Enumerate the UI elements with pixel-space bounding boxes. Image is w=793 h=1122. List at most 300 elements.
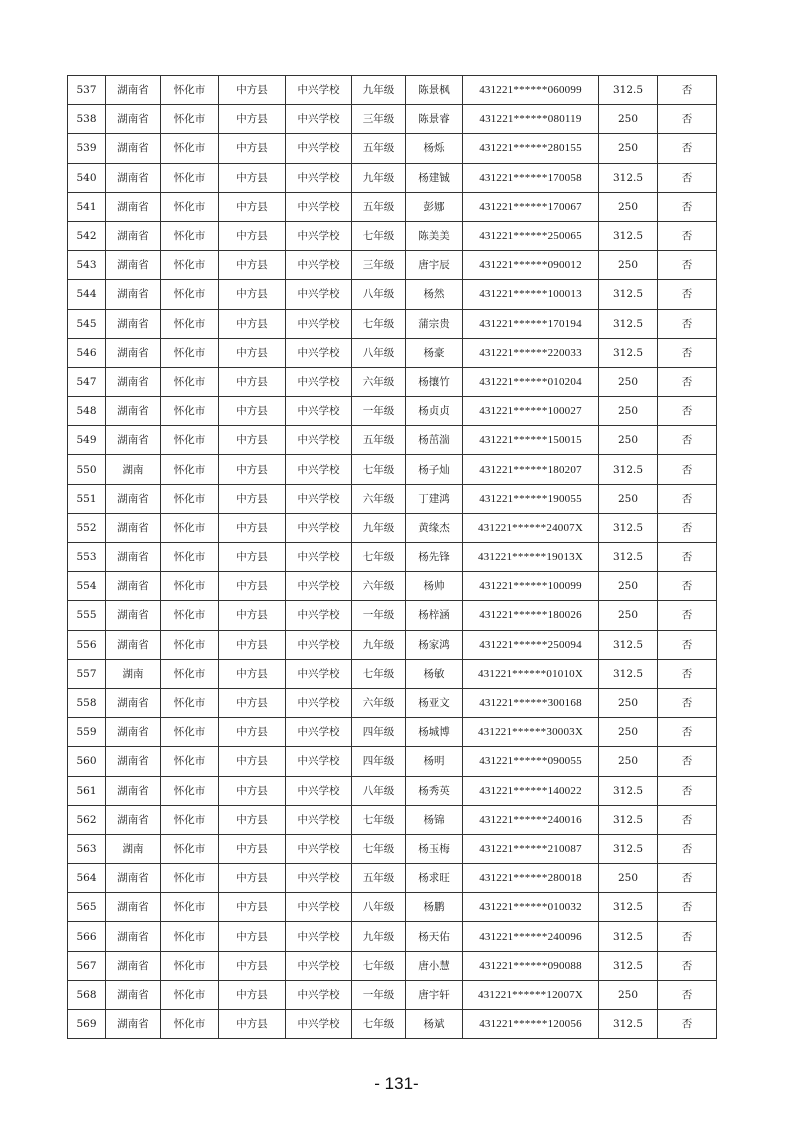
cell-name: 杨烁: [406, 134, 463, 163]
cell-grade: 九年级: [352, 513, 406, 542]
cell-city: 怀化市: [161, 864, 219, 893]
cell-name: 蒲宗贵: [406, 309, 463, 338]
cell-name: 杨豪: [406, 338, 463, 367]
cell-province: 湖南省: [106, 280, 161, 309]
table-row: [68, 834, 717, 863]
cell-id-number: 431221******250065: [463, 221, 599, 250]
cell-id-number: 431221******280155: [463, 134, 599, 163]
cell-name: 唐宇轩: [406, 980, 463, 1009]
cell-city: 怀化市: [161, 426, 219, 455]
cell-city: 怀化市: [161, 543, 219, 572]
cell-province: 湖南省: [106, 922, 161, 951]
cell-id-number: 431221******010032: [463, 893, 599, 922]
cell-school: 中兴学校: [286, 718, 352, 747]
cell-name: 陈景睿: [406, 105, 463, 134]
cell-school: 中兴学校: [286, 659, 352, 688]
cell-county: 中方县: [219, 134, 286, 163]
cell-school: 中兴学校: [286, 426, 352, 455]
cell-city: 怀化市: [161, 309, 219, 338]
cell-index: 555: [68, 601, 106, 630]
cell-index: 545: [68, 309, 106, 338]
cell-index: 560: [68, 747, 106, 776]
cell-name: 杨斌: [406, 1010, 463, 1039]
cell-city: 怀化市: [161, 251, 219, 280]
cell-province: 湖南省: [106, 134, 161, 163]
cell-id-number: 431221******150015: [463, 426, 599, 455]
table-row: [68, 688, 717, 717]
table-row: [68, 893, 717, 922]
cell-province: 湖南省: [106, 309, 161, 338]
cell-province: 湖南省: [106, 221, 161, 250]
cell-index: 548: [68, 397, 106, 426]
cell-index: 563: [68, 834, 106, 863]
table-row: [68, 980, 717, 1009]
cell-school: 中兴学校: [286, 367, 352, 396]
cell-index: 543: [68, 251, 106, 280]
cell-school: 中兴学校: [286, 543, 352, 572]
cell-grade: 七年级: [352, 309, 406, 338]
table-row: [68, 601, 717, 630]
cell-city: 怀化市: [161, 805, 219, 834]
cell-grade: 六年级: [352, 367, 406, 396]
cell-index: 559: [68, 718, 106, 747]
cell-flag: 否: [658, 163, 717, 192]
cell-flag: 否: [658, 397, 717, 426]
cell-flag: 否: [658, 367, 717, 396]
cell-flag: 否: [658, 747, 717, 776]
cell-province: 湖南省: [106, 338, 161, 367]
cell-province: 湖南省: [106, 980, 161, 1009]
cell-id-number: 431221******190055: [463, 484, 599, 513]
cell-amount: 312.5: [599, 163, 658, 192]
cell-county: 中方县: [219, 951, 286, 980]
cell-city: 怀化市: [161, 280, 219, 309]
cell-county: 中方县: [219, 221, 286, 250]
cell-grade: 七年级: [352, 1010, 406, 1039]
cell-amount: 312.5: [599, 893, 658, 922]
table-body: [68, 76, 717, 1039]
cell-school: 中兴学校: [286, 688, 352, 717]
cell-grade: 六年级: [352, 572, 406, 601]
table-row: [68, 76, 717, 105]
cell-index: 554: [68, 572, 106, 601]
cell-province: 湖南省: [106, 864, 161, 893]
cell-name: 杨玉梅: [406, 834, 463, 863]
cell-index: 538: [68, 105, 106, 134]
cell-id-number: 431221******100099: [463, 572, 599, 601]
cell-province: 湖南省: [106, 951, 161, 980]
cell-amount: 250: [599, 572, 658, 601]
cell-county: 中方县: [219, 572, 286, 601]
cell-flag: 否: [658, 309, 717, 338]
cell-index: 539: [68, 134, 106, 163]
cell-id-number: 431221******24007X: [463, 513, 599, 542]
cell-county: 中方县: [219, 980, 286, 1009]
cell-grade: 九年级: [352, 922, 406, 951]
cell-flag: 否: [658, 1010, 717, 1039]
cell-name: 杨子灿: [406, 455, 463, 484]
cell-city: 怀化市: [161, 630, 219, 659]
cell-county: 中方县: [219, 1010, 286, 1039]
cell-flag: 否: [658, 105, 717, 134]
cell-flag: 否: [658, 864, 717, 893]
cell-county: 中方县: [219, 192, 286, 221]
cell-flag: 否: [658, 221, 717, 250]
cell-city: 怀化市: [161, 922, 219, 951]
cell-grade: 五年级: [352, 864, 406, 893]
table-row: [68, 163, 717, 192]
cell-city: 怀化市: [161, 659, 219, 688]
cell-amount: 312.5: [599, 776, 658, 805]
cell-flag: 否: [658, 455, 717, 484]
cell-name: 杨梓涵: [406, 601, 463, 630]
cell-amount: 312.5: [599, 1010, 658, 1039]
cell-county: 中方县: [219, 426, 286, 455]
cell-school: 中兴学校: [286, 163, 352, 192]
cell-province: 湖南省: [106, 163, 161, 192]
cell-province: 湖南省: [106, 805, 161, 834]
cell-province: 湖南省: [106, 426, 161, 455]
cell-grade: 八年级: [352, 280, 406, 309]
cell-grade: 七年级: [352, 951, 406, 980]
table-row: [68, 922, 717, 951]
cell-city: 怀化市: [161, 192, 219, 221]
cell-id-number: 431221******12007X: [463, 980, 599, 1009]
cell-county: 中方县: [219, 630, 286, 659]
cell-grade: 八年级: [352, 338, 406, 367]
cell-index: 553: [68, 543, 106, 572]
cell-id-number: 431221******30003X: [463, 718, 599, 747]
cell-province: 湖南省: [106, 601, 161, 630]
cell-amount: 250: [599, 426, 658, 455]
cell-school: 中兴学校: [286, 893, 352, 922]
table-row: [68, 338, 717, 367]
cell-school: 中兴学校: [286, 134, 352, 163]
cell-id-number: 431221******090055: [463, 747, 599, 776]
cell-flag: 否: [658, 484, 717, 513]
cell-amount: 250: [599, 980, 658, 1009]
cell-amount: 250: [599, 864, 658, 893]
cell-county: 中方县: [219, 893, 286, 922]
cell-school: 中兴学校: [286, 251, 352, 280]
table-row: [68, 426, 717, 455]
cell-province: 湖南省: [106, 192, 161, 221]
cell-grade: 八年级: [352, 893, 406, 922]
table-row: [68, 397, 717, 426]
cell-amount: 312.5: [599, 630, 658, 659]
cell-school: 中兴学校: [286, 572, 352, 601]
cell-school: 中兴学校: [286, 280, 352, 309]
cell-name: 黄缘杰: [406, 513, 463, 542]
cell-id-number: 431221******250094: [463, 630, 599, 659]
table-row: [68, 659, 717, 688]
cell-grade: 七年级: [352, 221, 406, 250]
cell-flag: 否: [658, 951, 717, 980]
cell-city: 怀化市: [161, 221, 219, 250]
cell-index: 546: [68, 338, 106, 367]
cell-id-number: 431221******280018: [463, 864, 599, 893]
cell-grade: 五年级: [352, 426, 406, 455]
cell-county: 中方县: [219, 601, 286, 630]
cell-city: 怀化市: [161, 163, 219, 192]
cell-amount: 312.5: [599, 76, 658, 105]
cell-province: 湖南省: [106, 513, 161, 542]
cell-city: 怀化市: [161, 980, 219, 1009]
cell-id-number: 431221******010204: [463, 367, 599, 396]
cell-name: 杨亚文: [406, 688, 463, 717]
cell-id-number: 431221******100013: [463, 280, 599, 309]
cell-amount: 312.5: [599, 834, 658, 863]
cell-province: 湖南省: [106, 543, 161, 572]
cell-id-number: 431221******240016: [463, 805, 599, 834]
cell-province: 湖南省: [106, 776, 161, 805]
cell-grade: 九年级: [352, 630, 406, 659]
cell-name: 杨家鸿: [406, 630, 463, 659]
cell-province: 湖南省: [106, 76, 161, 105]
cell-id-number: 431221******240096: [463, 922, 599, 951]
cell-name: 杨先锋: [406, 543, 463, 572]
cell-index: 537: [68, 76, 106, 105]
cell-flag: 否: [658, 280, 717, 309]
cell-index: 558: [68, 688, 106, 717]
cell-school: 中兴学校: [286, 922, 352, 951]
cell-county: 中方县: [219, 338, 286, 367]
cell-index: 567: [68, 951, 106, 980]
cell-amount: 250: [599, 747, 658, 776]
cell-province: 湖南省: [106, 893, 161, 922]
cell-flag: 否: [658, 718, 717, 747]
cell-county: 中方县: [219, 309, 286, 338]
cell-city: 怀化市: [161, 951, 219, 980]
cell-city: 怀化市: [161, 893, 219, 922]
cell-name: 杨贞贞: [406, 397, 463, 426]
cell-county: 中方县: [219, 367, 286, 396]
cell-id-number: 431221******220033: [463, 338, 599, 367]
cell-index: 568: [68, 980, 106, 1009]
cell-name: 杨建铖: [406, 163, 463, 192]
cell-grade: 五年级: [352, 134, 406, 163]
page-number: - 131-: [374, 1074, 419, 1093]
cell-amount: 312.5: [599, 951, 658, 980]
table-row: [68, 134, 717, 163]
cell-school: 中兴学校: [286, 397, 352, 426]
cell-province: 湖南省: [106, 688, 161, 717]
cell-city: 怀化市: [161, 688, 219, 717]
cell-flag: 否: [658, 251, 717, 280]
cell-city: 怀化市: [161, 484, 219, 513]
cell-flag: 否: [658, 513, 717, 542]
cell-amount: 312.5: [599, 513, 658, 542]
cell-index: 542: [68, 221, 106, 250]
cell-amount: 250: [599, 601, 658, 630]
cell-city: 怀化市: [161, 367, 219, 396]
cell-id-number: 431221******170194: [463, 309, 599, 338]
cell-amount: 312.5: [599, 309, 658, 338]
cell-county: 中方县: [219, 718, 286, 747]
cell-amount: 250: [599, 192, 658, 221]
cell-id-number: 431221******170067: [463, 192, 599, 221]
cell-school: 中兴学校: [286, 864, 352, 893]
table-row: [68, 484, 717, 513]
cell-city: 怀化市: [161, 105, 219, 134]
cell-county: 中方县: [219, 484, 286, 513]
cell-province: 湖南省: [106, 572, 161, 601]
cell-grade: 七年级: [352, 834, 406, 863]
cell-name: 杨鹏: [406, 893, 463, 922]
cell-city: 怀化市: [161, 718, 219, 747]
cell-grade: 一年级: [352, 397, 406, 426]
cell-id-number: 431221******180026: [463, 601, 599, 630]
cell-county: 中方县: [219, 397, 286, 426]
cell-grade: 四年级: [352, 747, 406, 776]
cell-name: 唐宇辰: [406, 251, 463, 280]
cell-county: 中方县: [219, 864, 286, 893]
cell-county: 中方县: [219, 688, 286, 717]
cell-index: 561: [68, 776, 106, 805]
cell-amount: 250: [599, 105, 658, 134]
cell-index: 541: [68, 192, 106, 221]
cell-index: 551: [68, 484, 106, 513]
cell-name: 陈美美: [406, 221, 463, 250]
cell-school: 中兴学校: [286, 221, 352, 250]
cell-id-number: 431221******120056: [463, 1010, 599, 1039]
cell-grade: 三年级: [352, 251, 406, 280]
table-row: [68, 805, 717, 834]
cell-city: 怀化市: [161, 513, 219, 542]
cell-county: 中方县: [219, 543, 286, 572]
table-row: [68, 192, 717, 221]
cell-city: 怀化市: [161, 76, 219, 105]
cell-name: 杨天佑: [406, 922, 463, 951]
cell-amount: 250: [599, 251, 658, 280]
table-row: [68, 776, 717, 805]
cell-amount: 312.5: [599, 659, 658, 688]
cell-amount: 312.5: [599, 543, 658, 572]
cell-school: 中兴学校: [286, 951, 352, 980]
cell-id-number: 431221******180207: [463, 455, 599, 484]
cell-grade: 九年级: [352, 76, 406, 105]
cell-id-number: 431221******080119: [463, 105, 599, 134]
cell-county: 中方县: [219, 805, 286, 834]
cell-flag: 否: [658, 572, 717, 601]
cell-name: 唐小慧: [406, 951, 463, 980]
cell-grade: 七年级: [352, 543, 406, 572]
subsidy-table: [67, 75, 717, 1039]
cell-city: 怀化市: [161, 338, 219, 367]
cell-county: 中方县: [219, 455, 286, 484]
cell-city: 怀化市: [161, 834, 219, 863]
cell-amount: 250: [599, 397, 658, 426]
cell-city: 怀化市: [161, 572, 219, 601]
cell-amount: 250: [599, 367, 658, 396]
table-row: [68, 367, 717, 396]
cell-id-number: 431221******210087: [463, 834, 599, 863]
table-row: [68, 951, 717, 980]
cell-index: 557: [68, 659, 106, 688]
cell-id-number: 431221******170058: [463, 163, 599, 192]
cell-flag: 否: [658, 805, 717, 834]
cell-flag: 否: [658, 192, 717, 221]
cell-province: 湖南省: [106, 397, 161, 426]
cell-school: 中兴学校: [286, 455, 352, 484]
cell-amount: 312.5: [599, 338, 658, 367]
cell-amount: 250: [599, 718, 658, 747]
cell-name: 陈景枫: [406, 76, 463, 105]
table-row: [68, 513, 717, 542]
table-row: [68, 747, 717, 776]
cell-flag: 否: [658, 980, 717, 1009]
cell-id-number: 431221******140022: [463, 776, 599, 805]
cell-city: 怀化市: [161, 134, 219, 163]
cell-amount: 312.5: [599, 221, 658, 250]
cell-province: 湖南省: [106, 718, 161, 747]
cell-flag: 否: [658, 834, 717, 863]
cell-amount: 312.5: [599, 805, 658, 834]
cell-city: 怀化市: [161, 1010, 219, 1039]
cell-flag: 否: [658, 426, 717, 455]
cell-province: 湖南省: [106, 251, 161, 280]
cell-province: 湖南省: [106, 630, 161, 659]
table-row: [68, 455, 717, 484]
cell-school: 中兴学校: [286, 630, 352, 659]
cell-flag: 否: [658, 688, 717, 717]
cell-city: 怀化市: [161, 747, 219, 776]
cell-id-number: 431221******090012: [463, 251, 599, 280]
cell-amount: 250: [599, 484, 658, 513]
cell-school: 中兴学校: [286, 76, 352, 105]
table-row: [68, 105, 717, 134]
cell-grade: 六年级: [352, 688, 406, 717]
cell-county: 中方县: [219, 513, 286, 542]
cell-province: 湖南省: [106, 484, 161, 513]
table-row: [68, 251, 717, 280]
table-row: [68, 280, 717, 309]
cell-grade: 一年级: [352, 980, 406, 1009]
cell-school: 中兴学校: [286, 192, 352, 221]
cell-school: 中兴学校: [286, 105, 352, 134]
cell-grade: 六年级: [352, 484, 406, 513]
cell-flag: 否: [658, 922, 717, 951]
cell-county: 中方县: [219, 105, 286, 134]
cell-index: 566: [68, 922, 106, 951]
cell-name: 杨帅: [406, 572, 463, 601]
cell-grade: 七年级: [352, 659, 406, 688]
cell-province: 湖南省: [106, 105, 161, 134]
cell-flag: 否: [658, 630, 717, 659]
cell-index: 547: [68, 367, 106, 396]
cell-name: 杨锦: [406, 805, 463, 834]
cell-amount: 250: [599, 134, 658, 163]
cell-name: 杨茁湍: [406, 426, 463, 455]
cell-school: 中兴学校: [286, 484, 352, 513]
cell-name: 彭娜: [406, 192, 463, 221]
cell-index: 549: [68, 426, 106, 455]
cell-name: 杨明: [406, 747, 463, 776]
cell-index: 556: [68, 630, 106, 659]
cell-grade: 八年级: [352, 776, 406, 805]
cell-city: 怀化市: [161, 455, 219, 484]
cell-county: 中方县: [219, 776, 286, 805]
cell-county: 中方县: [219, 280, 286, 309]
cell-index: 562: [68, 805, 106, 834]
cell-index: 565: [68, 893, 106, 922]
cell-county: 中方县: [219, 659, 286, 688]
cell-id-number: 431221******060099: [463, 76, 599, 105]
cell-school: 中兴学校: [286, 980, 352, 1009]
cell-school: 中兴学校: [286, 338, 352, 367]
cell-school: 中兴学校: [286, 834, 352, 863]
cell-amount: 312.5: [599, 280, 658, 309]
